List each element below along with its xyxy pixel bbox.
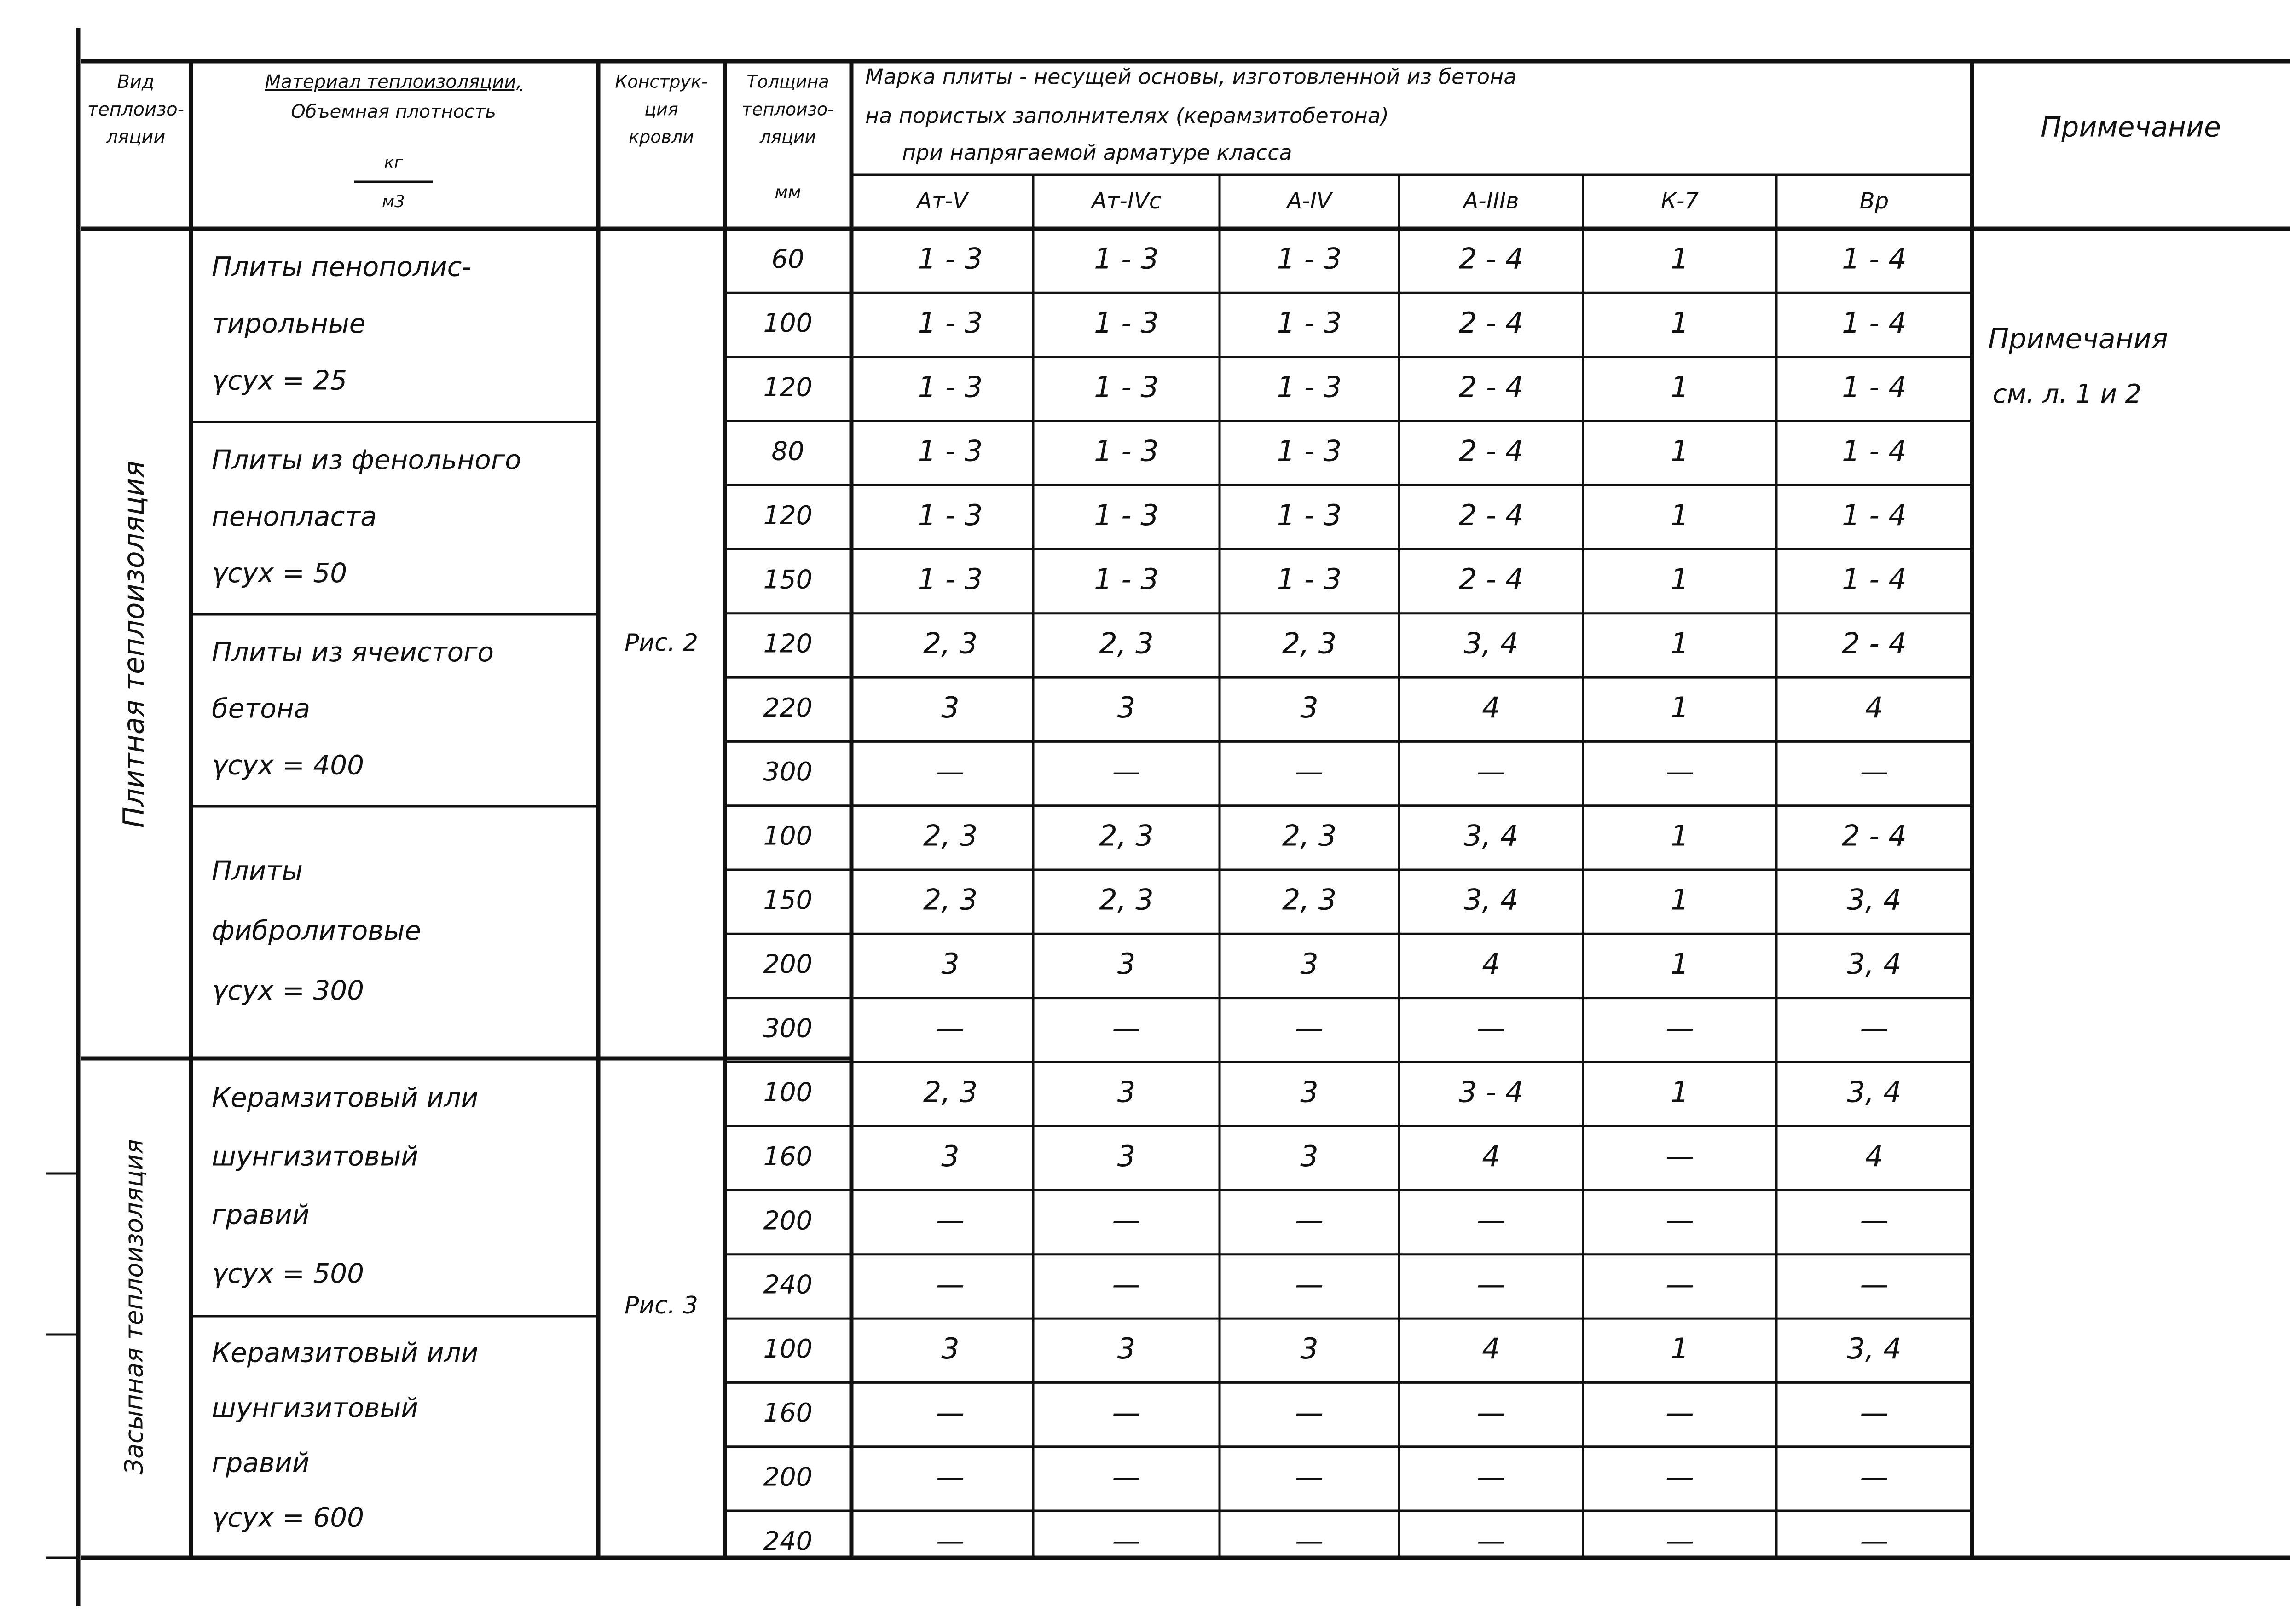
- material-name: Керамзитовый или: [212, 1337, 479, 1369]
- marka-value: 2 - 4: [1458, 562, 1524, 596]
- marka-value: —: [1295, 1396, 1324, 1430]
- marka-value: 1: [1671, 1331, 1689, 1365]
- marka-value: 1: [1671, 370, 1689, 404]
- marka-value: —: [936, 1267, 965, 1301]
- thickness-value: 60: [771, 244, 804, 274]
- header-konstr: кровли: [629, 127, 694, 147]
- marka-value: —: [1860, 1011, 1889, 1045]
- marka-value: —: [936, 1524, 965, 1558]
- marka-value: 2 - 4: [1458, 306, 1524, 340]
- marka-value: 1 - 3: [918, 306, 983, 340]
- header-thickness: Толщина: [746, 71, 829, 92]
- marka-value: —: [1112, 1396, 1141, 1430]
- group-label: Плитная теплоизоляция: [117, 460, 151, 828]
- marka-value: 1: [1671, 434, 1689, 468]
- marka-value: —: [1477, 755, 1505, 789]
- figure-ref: Рис. 2: [625, 629, 698, 657]
- marka-value: 2, 3: [1099, 626, 1154, 660]
- marka-value: 4: [1482, 1139, 1500, 1173]
- marka-value: 3: [941, 947, 960, 981]
- thickness-value: 150: [763, 885, 813, 915]
- header-konstr: ция: [644, 99, 678, 120]
- marka-value: 1 - 3: [918, 242, 983, 276]
- marka-value: —: [1477, 1011, 1505, 1045]
- marka-value: —: [1860, 1524, 1889, 1558]
- remarks-text: Примечания: [1988, 323, 2168, 355]
- material-name: шунгизитовый: [212, 1392, 418, 1423]
- marka-value: 1 - 3: [1277, 498, 1342, 532]
- marka-value: 1 - 3: [1277, 242, 1342, 276]
- material-name: Керамзитовый или: [212, 1082, 479, 1114]
- marka-value: 3: [1300, 947, 1318, 981]
- marka-value: 3: [1300, 1331, 1318, 1365]
- marka-value: 2, 3: [1282, 626, 1337, 660]
- marka-value: 4: [1482, 690, 1500, 724]
- marka-value: —: [1477, 1267, 1505, 1301]
- header-material: Материал теплоизоляции,: [265, 71, 522, 92]
- marka-value: —: [1665, 1460, 1694, 1494]
- header-vid: Вид: [117, 71, 155, 92]
- marka-value: 2, 3: [1282, 883, 1337, 917]
- marka-value: 1 - 4: [1842, 370, 1907, 404]
- thickness-value: 120: [763, 500, 813, 531]
- marka-value: 1: [1671, 242, 1689, 276]
- thickness-value: 300: [763, 757, 813, 787]
- marka-value: 2 - 4: [1458, 434, 1524, 468]
- marka-value: —: [1860, 1267, 1889, 1301]
- marka-value: —: [1860, 1460, 1889, 1494]
- thickness-value: 80: [771, 436, 804, 467]
- material-name: пенопласта: [212, 501, 377, 532]
- marka-value: —: [1112, 1203, 1141, 1237]
- marka-value: —: [936, 1460, 965, 1494]
- thickness-value: 120: [763, 629, 813, 659]
- thickness-value: 100: [763, 1334, 813, 1364]
- material-name: Плиты: [212, 855, 303, 887]
- thickness-value: 100: [763, 308, 813, 339]
- marka-value: —: [1295, 1460, 1324, 1494]
- marka-value: 1 - 3: [1094, 242, 1159, 276]
- marka-value: 3, 4: [1847, 1075, 1902, 1109]
- marka-value: —: [1665, 755, 1694, 789]
- marka-value: 4: [1482, 1331, 1500, 1365]
- marka-value: 2 - 4: [1458, 242, 1524, 276]
- marka-value: 1 - 3: [1094, 498, 1159, 532]
- header-class: К-7: [1661, 188, 1699, 214]
- marka-value: 1: [1671, 1075, 1689, 1109]
- marka-value: 2 - 4: [1842, 819, 1907, 853]
- header-remarks: Примечание: [2041, 111, 2221, 144]
- marka-value: 2 - 4: [1458, 498, 1524, 532]
- marka-value: —: [1295, 1011, 1324, 1045]
- marka-value: 1 - 3: [1277, 562, 1342, 596]
- header-vid: теплоизо-: [87, 99, 185, 120]
- header-vid: ляции: [106, 127, 166, 148]
- marka-value: 3: [1117, 1139, 1136, 1173]
- marka-value: —: [1112, 1267, 1141, 1301]
- marka-value: 1 - 3: [918, 498, 983, 532]
- marka-value: —: [1665, 1267, 1694, 1301]
- material-name: γсух = 400: [212, 749, 364, 781]
- marka-value: —: [1665, 1139, 1694, 1173]
- marka-value: 1 - 4: [1842, 562, 1907, 596]
- marka-value: 1: [1671, 626, 1689, 660]
- material-name: Плиты пенополис-: [212, 251, 472, 283]
- marka-value: 1 - 4: [1842, 306, 1907, 340]
- marka-value: —: [1112, 1011, 1141, 1045]
- marka-value: —: [1665, 1396, 1694, 1430]
- marka-value: 1 - 4: [1842, 498, 1907, 532]
- marka-value: 3: [1117, 690, 1136, 724]
- marka-value: —: [1295, 1524, 1324, 1558]
- marka-value: —: [1665, 1011, 1694, 1045]
- marka-value: 2, 3: [1282, 819, 1337, 853]
- marka-value: —: [1112, 1524, 1141, 1558]
- marka-value: 3: [1300, 690, 1318, 724]
- header-marka: при напрягаемой арматуре класса: [902, 140, 1292, 165]
- marka-value: 3, 4: [1847, 883, 1902, 917]
- remarks-text: см. л. 1 и 2: [1993, 379, 2142, 410]
- thickness-value: 200: [763, 1462, 813, 1492]
- header-marka: на пористых заполнителях (керамзитобетона): [865, 103, 1389, 128]
- marka-value: —: [1665, 1203, 1694, 1237]
- marka-value: 2 - 4: [1458, 370, 1524, 404]
- thickness-value: 120: [763, 372, 813, 403]
- marka-value: 1: [1671, 498, 1689, 532]
- header-class: А-IV: [1287, 188, 1332, 214]
- marka-value: —: [1860, 755, 1889, 789]
- marka-value: 3: [1300, 1075, 1318, 1109]
- marka-value: 3: [1117, 1331, 1136, 1365]
- material-name: шунгизитовый: [212, 1140, 418, 1172]
- marka-value: 3: [941, 1139, 960, 1173]
- marka-value: 2, 3: [1099, 819, 1154, 853]
- marka-value: 1 - 3: [918, 562, 983, 596]
- marka-value: 1 - 4: [1842, 434, 1907, 468]
- marka-value: —: [936, 755, 965, 789]
- thickness-value: 220: [763, 693, 813, 723]
- header-units: кг: [384, 153, 403, 172]
- header-class: Вр: [1859, 188, 1889, 214]
- marka-value: 1 - 3: [1094, 370, 1159, 404]
- marka-value: 1 - 3: [1094, 306, 1159, 340]
- marka-value: 3, 4: [1463, 883, 1519, 917]
- header-class: А-IIIв: [1463, 188, 1519, 214]
- thickness-value: 150: [763, 565, 813, 595]
- thickness-value: 200: [763, 949, 813, 980]
- marka-value: 1: [1671, 306, 1689, 340]
- header-thickness: мм: [775, 182, 801, 202]
- thickness-value: 160: [763, 1141, 813, 1172]
- header-material: Объемная плотность: [291, 101, 496, 122]
- marka-value: —: [1295, 1203, 1324, 1237]
- marka-value: 2, 3: [923, 819, 978, 853]
- material-name: γсух = 600: [212, 1502, 364, 1533]
- marka-value: —: [1112, 1460, 1141, 1494]
- material-name: гравий: [212, 1447, 310, 1479]
- thickness-value: 160: [763, 1398, 813, 1428]
- marka-value: 1 - 3: [1094, 434, 1159, 468]
- marka-value: —: [936, 1396, 965, 1430]
- marka-value: —: [1860, 1396, 1889, 1430]
- material-name: фибролитовые: [212, 915, 422, 947]
- marka-value: 4: [1865, 1139, 1884, 1173]
- thickness-value: 300: [763, 1013, 813, 1044]
- marka-value: 1 - 3: [1277, 306, 1342, 340]
- marka-value: —: [1295, 1267, 1324, 1301]
- marka-value: 3: [941, 690, 960, 724]
- marka-value: 3, 4: [1463, 819, 1519, 853]
- marka-value: —: [1477, 1524, 1505, 1558]
- marka-value: 3, 4: [1847, 947, 1902, 981]
- marka-value: —: [1477, 1396, 1505, 1430]
- header-thickness: ляции: [759, 127, 816, 147]
- marka-value: 1 - 3: [1277, 434, 1342, 468]
- marka-value: 2, 3: [1099, 883, 1154, 917]
- marka-value: 1 - 3: [1094, 562, 1159, 596]
- marka-value: —: [1112, 755, 1141, 789]
- marka-value: 3, 4: [1463, 626, 1519, 660]
- figure-ref: Рис. 3: [625, 1292, 698, 1319]
- marka-value: 3, 4: [1847, 1331, 1902, 1365]
- material-name: Плиты из ячеистого: [212, 636, 494, 668]
- marka-value: 3: [941, 1331, 960, 1365]
- marka-value: 1 - 3: [918, 434, 983, 468]
- thickness-value: 240: [763, 1270, 813, 1300]
- material-name: γсух = 25: [212, 364, 347, 396]
- marka-value: 1: [1671, 690, 1689, 724]
- marka-value: 1 - 4: [1842, 242, 1907, 276]
- marka-value: 1: [1671, 819, 1689, 853]
- header-units: м3: [382, 192, 405, 211]
- marka-value: 2, 3: [923, 626, 978, 660]
- marka-value: —: [936, 1203, 965, 1237]
- header-class: Ат-IVс: [1091, 188, 1162, 214]
- thickness-value: 200: [763, 1206, 813, 1236]
- marka-value: 3 - 4: [1458, 1075, 1524, 1109]
- material-name: γсух = 300: [212, 975, 364, 1006]
- header-class: Ат-V: [917, 188, 968, 214]
- marka-value: 1: [1671, 883, 1689, 917]
- marka-value: 3: [1117, 947, 1136, 981]
- header-marka: Марка плиты - несущей основы, изготовленной из бетона: [865, 64, 1517, 89]
- material-name: тирольные: [212, 308, 366, 340]
- material-name: γсух = 500: [212, 1258, 364, 1289]
- marka-value: 1 - 3: [918, 370, 983, 404]
- marka-value: 1: [1671, 947, 1689, 981]
- marka-value: 4: [1482, 947, 1500, 981]
- marka-value: 3: [1117, 1075, 1136, 1109]
- marka-value: 2 - 4: [1842, 626, 1907, 660]
- thickness-value: 240: [763, 1526, 813, 1556]
- marka-value: 2, 3: [923, 883, 978, 917]
- marka-value: 1: [1671, 562, 1689, 596]
- marka-value: —: [1295, 755, 1324, 789]
- group-label: Засыпная теплоизоляция: [119, 1139, 149, 1475]
- thickness-value: 100: [763, 1077, 813, 1108]
- marka-value: 2, 3: [923, 1075, 978, 1109]
- header-konstr: Конструк-: [615, 71, 708, 92]
- marka-value: 3: [1300, 1139, 1318, 1173]
- marka-value: —: [936, 1011, 965, 1045]
- marka-value: —: [1665, 1524, 1694, 1558]
- material-name: гравий: [212, 1199, 310, 1231]
- header-thickness: теплоизо-: [742, 99, 834, 120]
- marka-value: —: [1477, 1460, 1505, 1494]
- thickness-value: 100: [763, 821, 813, 851]
- marka-value: —: [1860, 1203, 1889, 1237]
- marka-value: 4: [1865, 690, 1884, 724]
- marka-value: —: [1477, 1203, 1505, 1237]
- marka-value: 1 - 3: [1277, 370, 1342, 404]
- material-name: γсух = 50: [212, 557, 347, 589]
- material-name: бетона: [212, 693, 311, 724]
- material-name: Плиты из фенольного: [212, 444, 521, 476]
